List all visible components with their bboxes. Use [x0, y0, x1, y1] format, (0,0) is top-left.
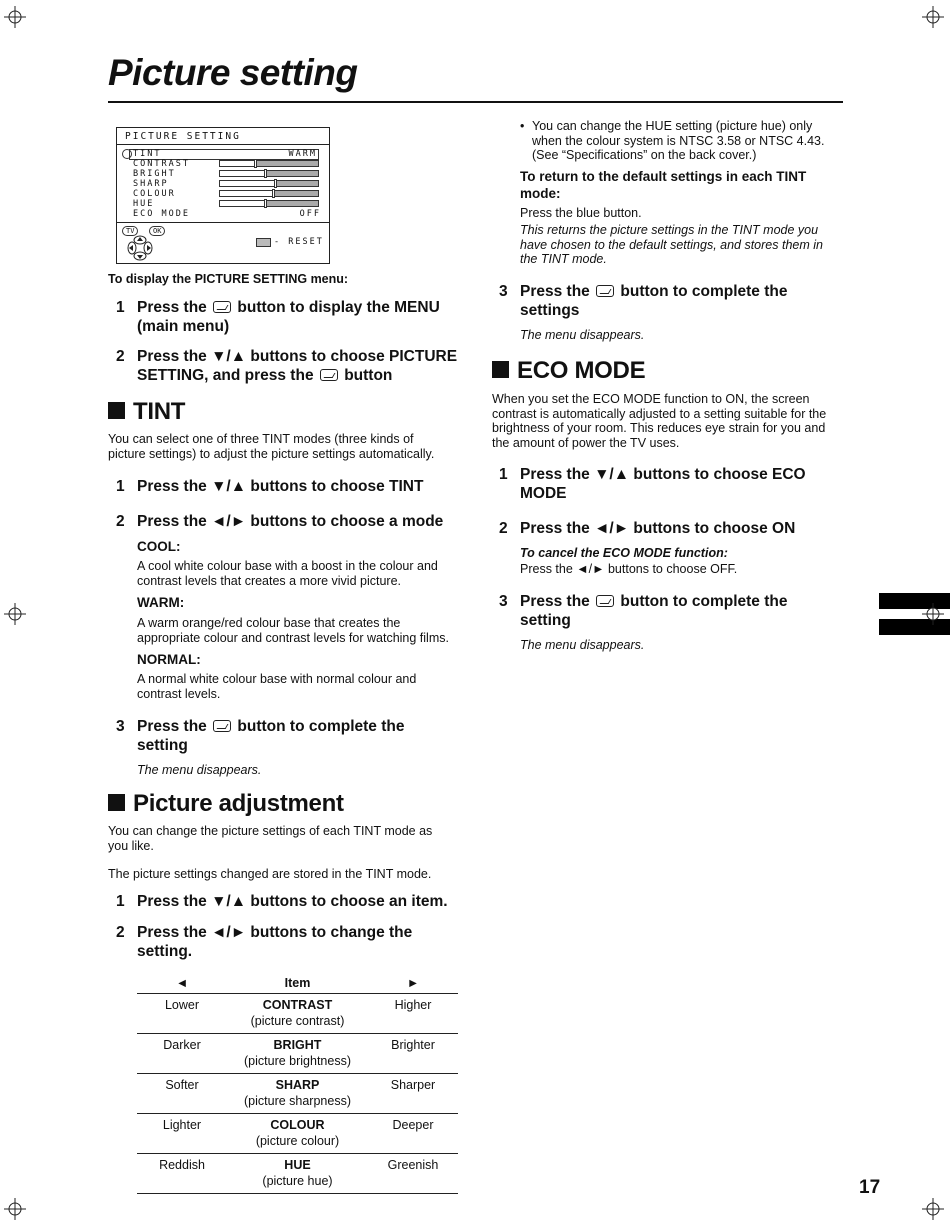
- step-text: button: [344, 367, 393, 384]
- table-cell: Higher: [368, 994, 458, 1034]
- osd-row-value: OFF: [299, 209, 321, 219]
- table-header: Item: [227, 966, 368, 994]
- adjustment-table: [137, 966, 458, 1194]
- osd-level-bar: [219, 190, 319, 197]
- step-number: 1: [116, 478, 125, 495]
- square-bullet-icon: [492, 361, 509, 378]
- mode-name: WARM:: [137, 595, 185, 610]
- step-text: button to complete the: [237, 718, 405, 735]
- step-number: 3: [499, 283, 508, 300]
- step-text: SETTING, and press the: [137, 367, 314, 384]
- table-cell: Reddish: [137, 1154, 227, 1194]
- step-item: [499, 592, 839, 632]
- table-row: [137, 1074, 458, 1114]
- table-cell: Lighter: [137, 1114, 227, 1154]
- osd-row-label: COLOUR: [133, 189, 176, 199]
- table-cell: [227, 1154, 368, 1194]
- table-cell: Greenish: [368, 1154, 458, 1194]
- step-item: [116, 298, 466, 338]
- step-item: [499, 465, 839, 505]
- step-number: 2: [116, 348, 125, 365]
- paragraph: The picture settings changed are stored in the TINT mode.: [108, 867, 432, 881]
- table-header: ►: [368, 966, 458, 994]
- section-heading-tint: [108, 398, 185, 426]
- item-name: SHARP: [275, 1078, 320, 1092]
- step-number: 1: [499, 466, 508, 483]
- step-text: MODE: [520, 485, 567, 502]
- square-bullet-icon: [108, 794, 125, 811]
- step-note: The menu disappears.: [520, 328, 645, 342]
- table-header-row: [137, 966, 458, 994]
- step-note: The menu disappears.: [520, 638, 645, 652]
- mode-desc: A cool white colour base with a boost in the colour and: [137, 559, 438, 573]
- heading-text: TINT: [133, 398, 186, 425]
- step-item: [116, 717, 466, 757]
- item-desc: (picture colour): [255, 1134, 340, 1148]
- note-text: You can change the HUE setting (picture hue) only: [532, 119, 813, 133]
- item-desc: (picture hue): [262, 1174, 333, 1188]
- osd-row-hue: [133, 199, 321, 209]
- step-text: Press the ▼/▲ buttons to choose PICTURE: [137, 348, 458, 365]
- osd-row-label: SHARP: [133, 179, 169, 189]
- step-number: 3: [499, 593, 508, 610]
- cancel-body: Press the ◄/► buttons to choose OFF.: [520, 562, 738, 576]
- registration-mark-icon: [4, 603, 26, 625]
- menu-button-icon: [213, 301, 231, 313]
- page-title: Picture setting: [108, 52, 358, 93]
- default-note: have chosen to the default settings, and stores them in: [520, 238, 823, 252]
- table-header: ◄: [137, 966, 227, 994]
- menu-caption: To display the PICTURE SETTING menu:: [108, 272, 349, 286]
- mode-desc: contrast levels.: [137, 687, 221, 701]
- step-number: 1: [116, 893, 125, 910]
- step-text: Press the: [520, 593, 590, 610]
- osd-row-contrast: [133, 159, 321, 169]
- step-number: 2: [116, 924, 125, 941]
- mode-desc: appropriate colour and contrast levels for watching films.: [137, 631, 449, 645]
- table-row: [137, 1154, 458, 1194]
- section-heading-eco-mode: [492, 357, 645, 385]
- tv-button-icon: TV: [122, 226, 138, 236]
- paragraph: When you set the ECO MODE function to ON, the screen: [492, 392, 810, 406]
- osd-divider: [117, 144, 329, 145]
- registration-mark-icon: [922, 6, 944, 28]
- section-heading-picture-adjustment: [108, 790, 344, 818]
- heading-text: Picture adjustment: [133, 790, 344, 817]
- item-desc: (picture contrast): [250, 1014, 345, 1028]
- table-cell: Lower: [137, 994, 227, 1034]
- osd-level-bar: [219, 160, 319, 167]
- step-item: [499, 282, 839, 322]
- ok-button-icon: [596, 595, 614, 607]
- paragraph: contrast is automatically adjusted to a setting suitable for the: [492, 407, 827, 421]
- default-heading: mode:: [520, 186, 561, 201]
- direction-pad-icon: [127, 235, 153, 261]
- item-name: COLOUR: [270, 1118, 325, 1132]
- osd-row-label: CONTRAST: [133, 159, 190, 169]
- osd-level-bar: [219, 170, 319, 177]
- item-name: CONTRAST: [262, 998, 333, 1012]
- item-desc: (picture brightness): [244, 1054, 351, 1068]
- step-text: Press the: [520, 283, 590, 300]
- step-text: Press the ◄/► buttons to change the: [137, 924, 413, 941]
- osd-row-label: HUE: [133, 199, 155, 209]
- osd-divider: [117, 222, 329, 223]
- paragraph: you like.: [108, 839, 154, 853]
- table-cell: Darker: [137, 1034, 227, 1074]
- item-name: BRIGHT: [273, 1038, 322, 1052]
- table-cell: Brighter: [368, 1034, 458, 1074]
- title-rule: [108, 101, 843, 103]
- paragraph: brightness of your room. This reduces eye strain for you and: [492, 421, 826, 435]
- registration-mark-icon: [4, 6, 26, 28]
- osd-row-sharp: [133, 179, 321, 189]
- blue-button-icon: [256, 238, 271, 247]
- table-row: [137, 994, 458, 1034]
- step-text: button to complete the: [620, 593, 788, 610]
- step-text: settings: [520, 302, 580, 319]
- step-text: setting.: [137, 943, 193, 960]
- table-cell: Deeper: [368, 1114, 458, 1154]
- osd-reset-label: - RESET: [274, 237, 324, 247]
- mode-name: COOL:: [137, 539, 181, 554]
- item-desc: (picture sharpness): [244, 1094, 351, 1108]
- osd-menu-illustration: [116, 127, 330, 264]
- step-text: setting: [520, 612, 571, 629]
- mode-desc: A warm orange/red colour base that creates the: [137, 616, 401, 630]
- table-cell: [227, 994, 368, 1034]
- mode-desc: A normal white colour base with normal colour and: [137, 672, 417, 686]
- table-cell: Sharper: [368, 1074, 458, 1114]
- ok-button-icon: [320, 369, 338, 381]
- paragraph: You can select one of three TINT modes (three kinds of: [108, 432, 414, 446]
- step-note: The menu disappears.: [137, 763, 262, 777]
- step-text: button to display the MENU: [237, 299, 440, 316]
- step-item: [116, 923, 466, 963]
- osd-row-label: TINT: [133, 149, 162, 159]
- step-item: [116, 347, 466, 387]
- step-text: Press the: [137, 718, 207, 735]
- heading-text: ECO MODE: [517, 357, 646, 384]
- osd-level-bar: [219, 200, 319, 207]
- default-note: This returns the picture settings in the TINT mode you: [520, 223, 819, 237]
- default-heading: To return to the default settings in each TINT: [520, 169, 807, 184]
- step-text: Press the ▼/▲ buttons to choose an item.: [137, 893, 448, 910]
- step-text: setting: [137, 737, 188, 754]
- step-number: 3: [116, 718, 125, 735]
- page-number: 17: [859, 1177, 881, 1198]
- registration-mark-icon: [922, 1198, 944, 1220]
- osd-level-bar: [219, 180, 319, 187]
- step-text: Press the ◄/► buttons to choose ON: [520, 520, 796, 537]
- square-bullet-icon: [108, 402, 125, 419]
- step-text: button to complete the: [620, 283, 788, 300]
- note-text: when the colour system is NTSC 3.58 or NTSC 4.43.: [532, 134, 825, 148]
- step-number: 2: [499, 520, 508, 537]
- osd-row-colour: [133, 189, 321, 199]
- step-text: (main menu): [137, 318, 230, 335]
- cancel-heading: To cancel the ECO MODE function:: [520, 546, 728, 560]
- registration-mark-icon: [922, 603, 944, 625]
- default-note: the TINT mode.: [520, 252, 607, 266]
- paragraph: the amount of power the TV uses.: [492, 436, 680, 450]
- step-number: 2: [116, 513, 125, 530]
- paragraph: picture settings) to adjust the picture settings automatically.: [108, 447, 435, 461]
- osd-row-label: ECO MODE: [133, 209, 190, 219]
- step-text: Press the ▼/▲ buttons to choose ECO: [520, 466, 806, 483]
- table-cell: Softer: [137, 1074, 227, 1114]
- ok-button-icon: [213, 720, 231, 732]
- osd-row-eco-mode: [133, 209, 321, 219]
- default-body: Press the blue button.: [520, 206, 642, 220]
- osd-row-tint: [133, 149, 321, 159]
- table-cell: [227, 1034, 368, 1074]
- osd-row-bright: [133, 169, 321, 179]
- table-row: [137, 1114, 458, 1154]
- step-text: Press the ◄/► buttons to choose a mode: [137, 513, 444, 530]
- osd-row-label: BRIGHT: [133, 169, 176, 179]
- table-cell: [227, 1074, 368, 1114]
- step-text: Press the ▼/▲ buttons to choose TINT: [137, 478, 424, 495]
- registration-mark-icon: [4, 1198, 26, 1220]
- mode-name: NORMAL:: [137, 652, 201, 667]
- osd-header: PICTURE SETTING: [125, 131, 241, 142]
- bullet-dot: •: [520, 119, 525, 133]
- item-name: HUE: [284, 1158, 311, 1172]
- note-text: (See “Specifications” on the back cover.): [532, 148, 757, 162]
- paragraph: You can change the picture settings of each TINT mode as: [108, 824, 433, 838]
- ok-button-icon: [596, 285, 614, 297]
- step-number: 1: [116, 299, 125, 316]
- table-cell: [227, 1114, 368, 1154]
- ok-button-icon: OK: [149, 226, 165, 236]
- mode-desc: contrast levels that creates a more vivid picture.: [137, 574, 402, 588]
- step-text: Press the: [137, 299, 207, 316]
- table-row: [137, 1034, 458, 1074]
- osd-row-value: WARM: [288, 149, 317, 159]
